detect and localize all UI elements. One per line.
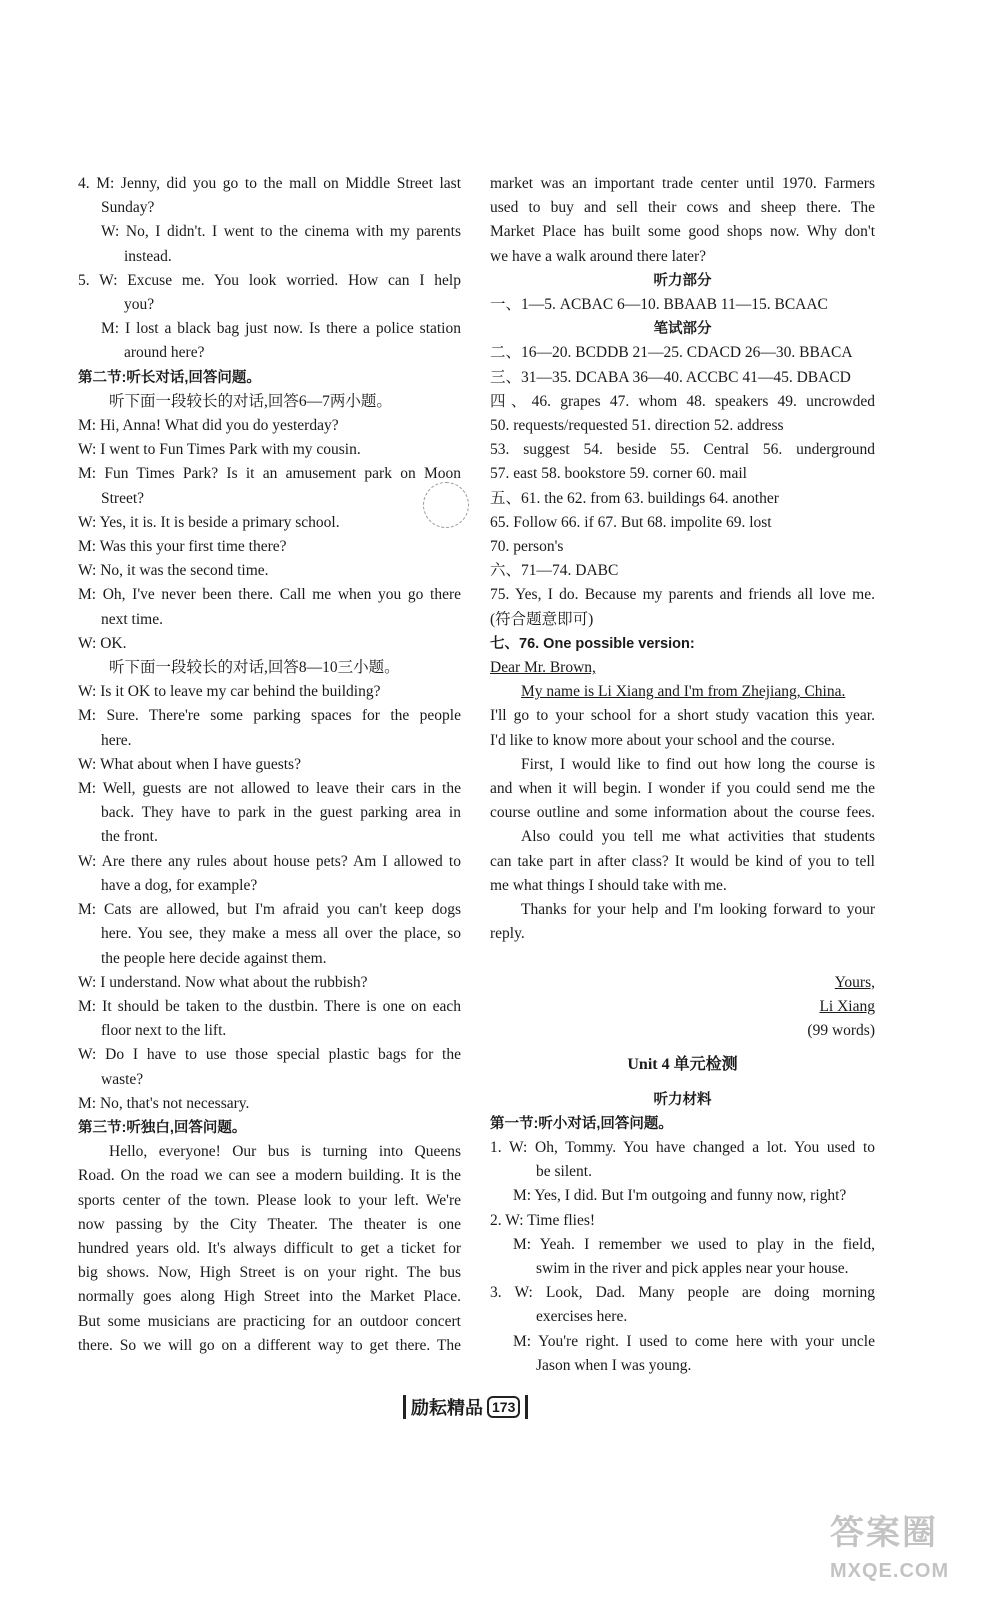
text-line: used to buy and sell their cows and sheep there. The [490, 199, 875, 217]
text-line: 65. Follow 66. if 67. But 68. impolite 69. lost [490, 513, 772, 531]
text-line: M: Fun Times Park? Is it an amusement park on Moon [78, 465, 461, 483]
text-line: First, I would like to find out how long the course is [521, 755, 875, 773]
text-line: W: I went to Fun Times Park with my cousin. [78, 441, 361, 459]
text-line: can take part in after class? It would be kind of you to tell [490, 852, 875, 870]
text-line: 53. suggest 54. beside 55. Central 56. underground [490, 441, 875, 459]
footer-bar-left [403, 1395, 406, 1419]
text-line: next time. [101, 610, 163, 628]
text-line: reply. [490, 925, 525, 943]
text-line: normally goes along High Street into the Market Place. [78, 1288, 461, 1306]
stamp-mark [423, 482, 469, 528]
text-line: Market Place has built some good shops now. Why don't [490, 223, 875, 241]
text-line: M: Hi, Anna! What did you do yesterday? [78, 417, 339, 435]
text-line: the people here decide against them. [101, 949, 327, 967]
text-line: sports center of the town. Please look to your left. We're [78, 1191, 461, 1209]
text-line: Jason when I was young. [536, 1356, 692, 1374]
text-line: be silent. [536, 1163, 592, 1181]
text-line: 75. Yes, I do. Because my parents and friends all love me. [490, 586, 875, 604]
text-line: 第二节:听长对话,回答问题。 [78, 369, 261, 386]
text-line: W: Are there any rules about house pets? Am I allowed to [78, 852, 461, 870]
text-line: W: No, it was the second time. [78, 562, 269, 580]
text-line: you? [124, 296, 155, 314]
text-line: My name is Li Xiang and I'm from Zhejiang, China. [521, 683, 846, 701]
text-line: instead. [124, 247, 172, 265]
text-line: (99 words) [807, 1022, 875, 1040]
text-line: hundred years old. It's always difficult to get a ticket for [78, 1239, 461, 1257]
text-line: Hello, everyone! Our bus is turning into Queens [109, 1143, 461, 1161]
text-line: 2. W: Time flies! [490, 1211, 596, 1229]
text-line: now passing by the City Theater. The theater is one [78, 1215, 461, 1233]
text-line: M: Cats are allowed, but I'm afraid you can't keep dogs [78, 901, 461, 919]
text-line: 笔试部分 [653, 321, 712, 338]
text-line: 5. W: Excuse me. You look worried. How can I help [78, 271, 461, 289]
text-line: (符合题意即可) [490, 610, 594, 628]
text-line: But some musicians are practicing for an outdoor concert [78, 1312, 461, 1330]
text-line: we have a walk around there later? [490, 247, 707, 265]
text-line: Dear Mr. Brown, [490, 659, 596, 677]
text-line: 六、71—74. DABC [490, 562, 619, 580]
text-line: and when it will begin. I wonder if you could send me the [490, 780, 875, 798]
text-line: W: Is it OK to leave my car behind the building? [78, 683, 381, 701]
text-line: waste? [101, 1070, 144, 1088]
text-line: Street? [101, 489, 145, 507]
text-line: M: It should be taken to the dustbin. There is one on each [78, 997, 461, 1015]
text-line: M: You're right. I used to come here with your uncle [513, 1332, 875, 1350]
page-number: 173 [487, 1396, 520, 1418]
text-line: I'll go to your school for a short study vacation this year. [490, 707, 875, 725]
watermark-bottom: MXQE.COM [830, 1560, 950, 1582]
watermark-top: 答案圈 [830, 1514, 938, 1552]
text-line: here. You see, they make a mess all over the place, so [101, 925, 461, 943]
text-line: here. [101, 731, 132, 749]
text-line: around here? [124, 344, 205, 362]
text-line: W: OK. [78, 634, 127, 652]
text-line: there. So we will go on a different way to get there. The [78, 1336, 461, 1354]
text-line: 4. M: Jenny, did you go to the mall on Middle Street last [78, 175, 461, 192]
right-column [490, 172, 875, 1378]
text-line: 二、16—20. BCDDB 21—25. CDACD 26—30. BBACA [490, 344, 853, 362]
text-line: W: Do I have to use those special plastic bags for the [78, 1046, 461, 1064]
text-line: Sunday? [101, 199, 155, 217]
text-line: 听下面一段较长的对话,回答6—7两小题。 [109, 392, 392, 410]
text-line: Road. On the road we can see a modern building. It is the [78, 1167, 461, 1185]
text-line: Li Xiang [819, 997, 875, 1015]
text-line: W: I understand. Now what about the rubbish? [78, 973, 368, 991]
text-line: W: What about when I have guests? [78, 755, 301, 773]
text-line: big shows. Now, High Street is on your right. The bus [78, 1264, 461, 1282]
left-column [78, 172, 461, 1358]
text-line: back. They have to park in the guest parking area in [101, 804, 461, 822]
text-line: I'd like to know more about your school and the course. [490, 731, 836, 749]
text-line: Yours, [834, 973, 875, 991]
text-line: 听力部分 [653, 272, 712, 289]
text-line: 一、1—5. ACBAC 6—10. BBAAB 11—15. BCAAC [490, 296, 828, 314]
text-line [490, 947, 875, 971]
text-line: 50. requests/requested 51. direction 52. address [490, 417, 784, 435]
footer-bar-right [525, 1395, 528, 1419]
unit-title: Unit 4 单元检测 [627, 1056, 738, 1074]
text-line: M: Yes, I did. But I'm outgoing and funny now, right? [513, 1187, 847, 1205]
text-line: M: No, that's not necessary. [78, 1094, 250, 1112]
text-line: 四、46. grapes 47. whom 48. speakers 49. uncrowded [490, 392, 875, 410]
answer-section [490, 172, 875, 1043]
text-line: market was an important trade center until 1970. Farmers [490, 175, 875, 192]
text-line: W: Yes, it is. It is beside a primary school. [78, 513, 340, 531]
text-line: 七、76. One possible version: [490, 635, 695, 652]
text-line: M: Oh, I've never been there. Call me when you go there [78, 586, 461, 604]
listening-material-section [490, 1088, 875, 1378]
text-line: me what things I should take with me. [490, 876, 727, 894]
text-line: exercises here. [536, 1308, 628, 1326]
text-line: 三、31—35. DCABA 36—40. ACCBC 41—45. DBACD [490, 368, 851, 386]
text-line: 57. east 58. bookstore 59. corner 60. mail [490, 465, 747, 483]
page-footer [398, 1392, 533, 1422]
text-line: 听下面一段较长的对话,回答8—10三小题。 [109, 659, 400, 677]
text-line: 第一节:听小对话,回答问题。 [490, 1115, 673, 1132]
text-line: M: Well, guests are not allowed to leave their cars in the [78, 780, 461, 798]
text-line: 70. person's [490, 538, 564, 556]
text-line: the front. [101, 828, 158, 846]
footer-brand: 励耘精品 [411, 1398, 483, 1418]
text-line: Also could you tell me what activities that students [521, 828, 875, 846]
text-line: 听力材料 [653, 1091, 712, 1108]
text-line: M: I lost a black bag just now. Is there a police station [101, 320, 461, 338]
text-line: Thanks for your help and I'm looking forward to your [521, 901, 875, 919]
text-line: M: Yeah. I remember we used to play in the field, [513, 1235, 875, 1253]
text-line: M: Sure. There're some parking spaces for the people [78, 707, 461, 725]
text-line: 五、61. the 62. from 63. buildings 64. another [490, 489, 779, 507]
text-line: W: No, I didn't. I went to the cinema with my parents [101, 223, 461, 241]
text-line: floor next to the lift. [101, 1022, 227, 1040]
text-line: 第三节:听独白,回答问题。 [78, 1119, 247, 1136]
text-line: swim in the river and pick apples near your house. [536, 1259, 849, 1277]
text-line: M: Was this your first time there? [78, 538, 287, 556]
text-line: have a dog, for example? [101, 876, 258, 894]
text-line: course outline and some information about the course fees. [490, 804, 875, 822]
text-line: 3. W: Look, Dad. Many people are doing morning [490, 1284, 875, 1302]
watermark-logo [830, 1505, 980, 1595]
text-line: 1. W: Oh, Tommy. You have changed a lot. You used to [490, 1138, 875, 1156]
